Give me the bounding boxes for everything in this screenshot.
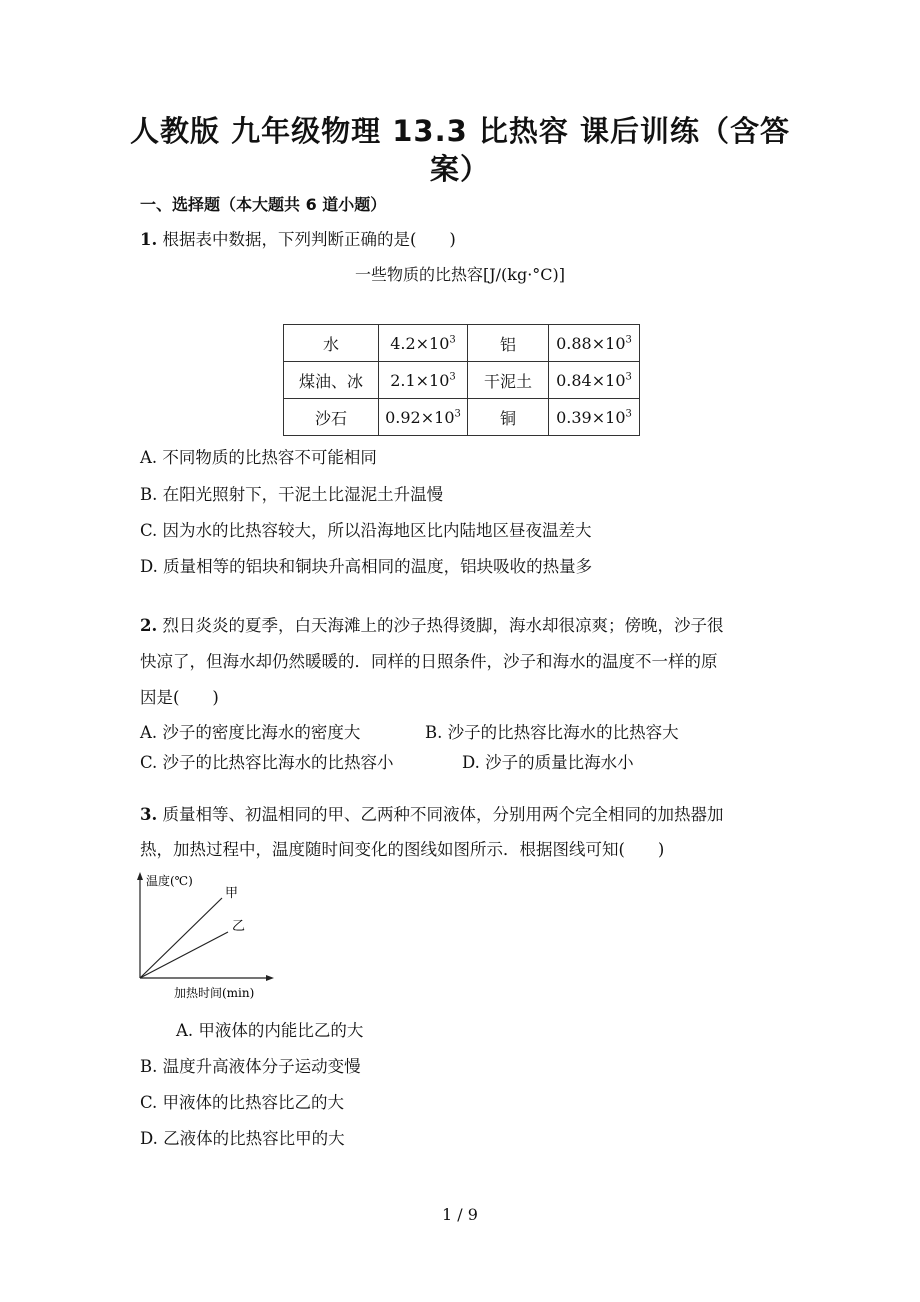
- question-2-option-a: A. 沙子的密度比海水的密度大: [140, 723, 361, 742]
- question-1-option-b: B. 在阳光照射下，干泥土比湿泥土升温慢: [140, 485, 444, 504]
- question-2-number: 2.: [140, 616, 158, 635]
- table-row: [284, 362, 640, 399]
- question-3-number: 3.: [140, 805, 158, 824]
- table-cell: 水: [284, 325, 379, 362]
- table-cell: 煤油、冰: [284, 362, 379, 399]
- specific-heat-table: [283, 324, 640, 436]
- question-1-option-c: C. 因为水的比热容较大，所以沿海地区比内陆地区昼夜温差大: [140, 521, 592, 540]
- question-2-option-d: D. 沙子的质量比海水小: [462, 753, 634, 772]
- table-row: [284, 325, 640, 362]
- line-yi: [140, 932, 228, 978]
- question-3-stem-line-1: 3. 质量相等、初温相同的甲、乙两种不同液体，分别用两个完全相同的加热器加: [140, 805, 724, 824]
- y-axis-label: 温度(℃): [146, 874, 193, 888]
- question-2-stem-line-1: 2. 烈日炎炎的夏季，白天海滩上的沙子热得烫脚，海水却很凉爽；傍晚，沙子很: [140, 616, 724, 635]
- question-1-option-a: A. 不同物质的比热容不可能相同: [140, 448, 377, 467]
- temperature-time-graph: [126, 870, 286, 1002]
- table-cell: $0.92\times 10^3$: [379, 399, 468, 436]
- question-3-option-a: A. 甲液体的内能比乙的大: [176, 1021, 364, 1040]
- table-caption: 一些物质的比热容[J/(kg·°C)]: [354, 265, 566, 284]
- question-2-stem-line-2: 快凉了，但海水却仍然暖暖的．同样的日照条件，沙子和海水的温度不一样的原: [140, 652, 718, 671]
- table-cell: $2.1\times 10^3$: [379, 362, 468, 399]
- table-cell: $4.2\times 10^3$: [379, 325, 468, 362]
- table-cell: $0.39\times 10^3$: [549, 399, 640, 436]
- table-cell: $0.88\times 10^3$: [549, 325, 640, 362]
- question-2-option-b: B. 沙子的比热容比海水的比热容大: [425, 723, 679, 742]
- question-3-stem-line-2: 热，加热过程中，温度随时间变化的图线如图所示．根据图线可知( ): [140, 840, 665, 859]
- page-indicator: 1 / 9: [442, 1205, 478, 1224]
- y-axis-arrow: [137, 872, 143, 880]
- question-2-option-c: C. 沙子的比热容比海水的比热容小: [140, 753, 394, 772]
- question-1-stem: [140, 226, 456, 250]
- x-axis-arrow: [266, 975, 274, 981]
- question-1-option-d: D. 质量相等的铝块和铜块升高相同的温度，铝块吸收的热量多: [140, 557, 593, 576]
- table-row: [284, 399, 640, 436]
- x-axis-label: 加热时间(min): [174, 986, 255, 1000]
- question-3-option-b: B. 温度升高液体分子运动变慢: [140, 1057, 361, 1076]
- question-1-number: 1.: [140, 230, 158, 249]
- table-cell: 干泥土: [468, 362, 549, 399]
- line-jia: [140, 898, 222, 978]
- question-3-option-d: D. 乙液体的比热容比甲的大: [140, 1129, 345, 1148]
- table-cell: 铜: [468, 399, 549, 436]
- question-2-stem-line-3: 因是( ): [140, 688, 219, 707]
- section-heading: 一、选择题（本大题共 6 道小题）: [140, 195, 387, 214]
- question-3-option-c: C. 甲液体的比热容比乙的大: [140, 1093, 345, 1112]
- question-1-text: 根据表中数据，下列判断正确的是( ): [157, 230, 456, 249]
- table-cell: $0.84\times 10^3$: [549, 362, 640, 399]
- table-cell: 沙石: [284, 399, 379, 436]
- line-yi-label: 乙: [232, 919, 246, 934]
- line-jia-label: 甲: [225, 886, 239, 901]
- document-title: 人教版 九年级物理 13.3 比热容 课后训练（含答案）: [130, 114, 790, 186]
- table-cell: 铝: [468, 325, 549, 362]
